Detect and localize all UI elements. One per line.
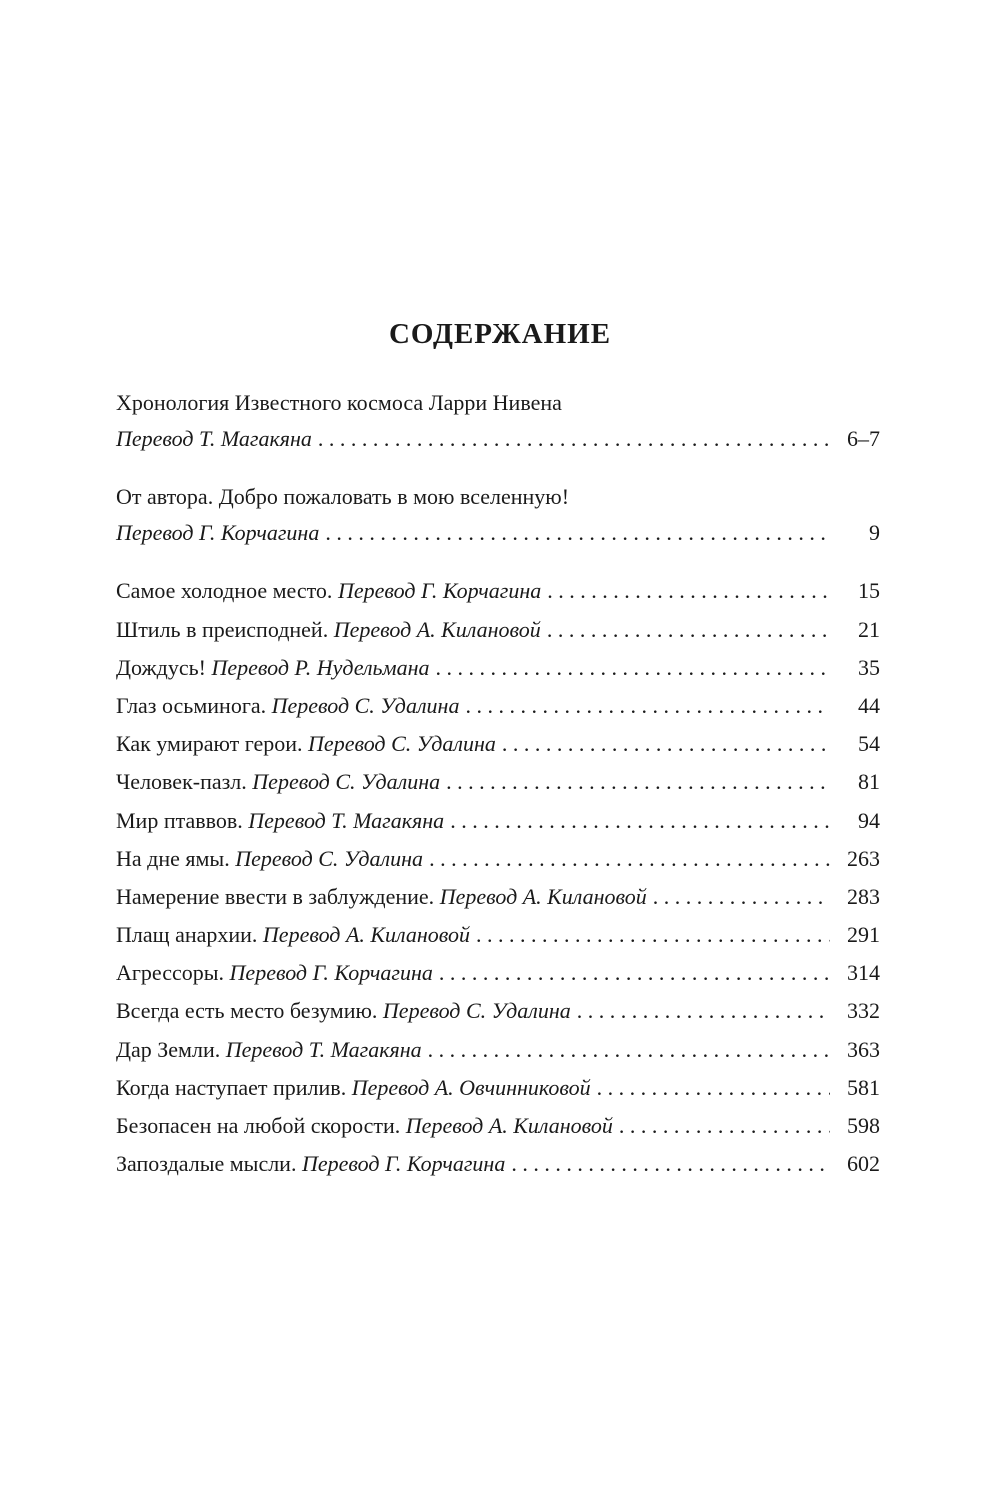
toc-entry-translator: Перевод С. Удалина: [308, 731, 496, 757]
toc-entry: [116, 1075, 880, 1113]
toc-entry-title: Дар Земли.: [116, 1036, 221, 1062]
dot-leader: [450, 808, 830, 834]
dot-leader: [619, 1113, 830, 1139]
dot-leader: [318, 426, 830, 452]
dot-leader: [429, 846, 830, 872]
toc-entry-translator: Перевод А. Килановой: [333, 616, 541, 642]
dot-leader: [439, 960, 830, 986]
dot-leader: [465, 693, 830, 719]
toc-entry-translator: Перевод Г. Корчагина: [301, 1151, 506, 1177]
toc-entry-translator: Перевод С. Удалина: [252, 769, 441, 795]
dot-leader: [597, 1075, 830, 1101]
toc-entry-title: Запоздалые мысли.: [116, 1151, 297, 1177]
toc-entry: [116, 998, 880, 1036]
toc-entry-translator: Перевод Г. Корчагина: [229, 960, 433, 986]
toc-entry-title: Намерение ввести в заблуждение.: [116, 883, 435, 909]
toc-entry-title: От автора. Добро пожаловать в мою вселенную!: [116, 484, 570, 510]
toc-entry-page: 291: [847, 922, 880, 948]
dot-leader: [577, 998, 830, 1024]
spacer: [116, 558, 880, 578]
toc-entry-title: Плащ анархии.: [116, 922, 258, 948]
toc-entry: [116, 769, 880, 807]
toc-entry-page: 94: [858, 807, 880, 833]
toc-entry: [116, 1037, 880, 1075]
toc-entry-page: 9: [869, 520, 880, 546]
spacer: [116, 464, 880, 484]
page-title: СОДЕРЖАНИЕ: [388, 318, 612, 350]
toc-entry: [116, 655, 880, 693]
toc-entry-title: Штиль в преисподней.: [116, 616, 329, 642]
dot-leader: [511, 1151, 830, 1177]
toc-entry-page: 81: [858, 769, 880, 795]
toc-entry-translator: Перевод Т. Магакяна: [248, 807, 445, 833]
dot-leader: [502, 731, 830, 757]
toc-entry-page: 598: [847, 1113, 880, 1138]
toc-entry-translator: Перевод А. Килановой: [439, 883, 647, 909]
toc-entry-page: 44: [858, 692, 880, 718]
dot-leader: [476, 922, 830, 948]
toc-entry: [116, 578, 880, 616]
table-of-contents: [116, 390, 880, 1189]
toc-entry-page: 15: [858, 578, 880, 604]
toc-entry-title: Когда наступает прилив.: [116, 1074, 347, 1100]
toc-entry-page: 35: [858, 654, 880, 680]
toc-entry-title: Мир птаввов.: [116, 807, 243, 833]
toc-entry-page: 21: [858, 616, 880, 642]
toc-entry-title: Самое холодное место.: [116, 578, 333, 604]
toc-entry-page: 54: [858, 731, 880, 757]
dot-leader: [547, 578, 830, 604]
toc-entry-translator: Перевод С. Удалина: [235, 845, 424, 871]
dot-leader: [653, 884, 830, 910]
toc-entry-translator: Перевод А. Килановой: [262, 922, 471, 948]
toc-entry-page: 332: [847, 998, 880, 1024]
toc-entry-translator: Перевод Т. Магакяна: [116, 426, 312, 451]
toc-entry: [116, 426, 880, 464]
toc-entry-page: 363: [847, 1036, 880, 1062]
toc-entry: [116, 884, 880, 922]
toc-entry-translator: Перевод С. Удалина: [382, 998, 571, 1024]
toc-entry-translator: Перевод Г. Корчагина: [337, 578, 542, 604]
toc-entry-page: 6–7: [847, 426, 880, 451]
toc-entry-page: 314: [847, 960, 880, 986]
toc-entry-page: 283: [847, 883, 880, 909]
dot-leader: [436, 655, 831, 681]
dot-leader: [428, 1037, 830, 1063]
toc-entry: [116, 960, 880, 998]
toc-entry-title: Хронология Известного космоса Ларри Нивена: [116, 390, 562, 415]
toc-entry-title: Безопасен на любой скорости.: [116, 1113, 401, 1138]
toc-entry-title: Глаз осьминога.: [116, 692, 267, 718]
toc-entry: [116, 520, 880, 558]
toc-entry: [116, 1113, 880, 1151]
toc-entry-title-line: [116, 390, 880, 426]
toc-entry: [116, 693, 880, 731]
toc-entry-title: На дне ямы.: [116, 845, 230, 871]
toc-entry-page: 263: [847, 845, 880, 871]
toc-entry: [116, 846, 880, 884]
toc-entry: [116, 922, 880, 960]
toc-entry-translator: Перевод А. Килановой: [405, 1113, 613, 1138]
toc-entry: [116, 1151, 880, 1189]
toc-entry-translator: Перевод Р. Нудельмана: [211, 654, 430, 680]
toc-entry-title: Агрессоры.: [116, 960, 225, 986]
toc-entry-title-line: [116, 484, 880, 520]
toc-entry-translator: Перевод Г. Корчагина: [116, 520, 320, 546]
dot-leader: [547, 617, 830, 643]
toc-entry-title: Как умирают герои.: [116, 731, 303, 757]
toc-entry-page: 602: [847, 1151, 880, 1177]
dot-leader: [446, 769, 830, 795]
toc-entry: [116, 617, 880, 655]
toc-entry: [116, 808, 880, 846]
toc-entry-title: Дождусь!: [116, 654, 206, 680]
toc-entry-title: Всегда есть место безумию.: [116, 998, 378, 1024]
dot-leader: [325, 520, 830, 546]
toc-entry-translator: Перевод С. Удалина: [271, 692, 460, 718]
toc-entry-translator: Перевод Т. Магакяна: [225, 1036, 422, 1062]
toc-entry-page: 581: [847, 1074, 880, 1100]
toc-entry-title: Человек-пазл.: [116, 769, 247, 795]
toc-entry: [116, 731, 880, 769]
toc-entry-translator: Перевод А. Овчинниковой: [351, 1074, 591, 1100]
